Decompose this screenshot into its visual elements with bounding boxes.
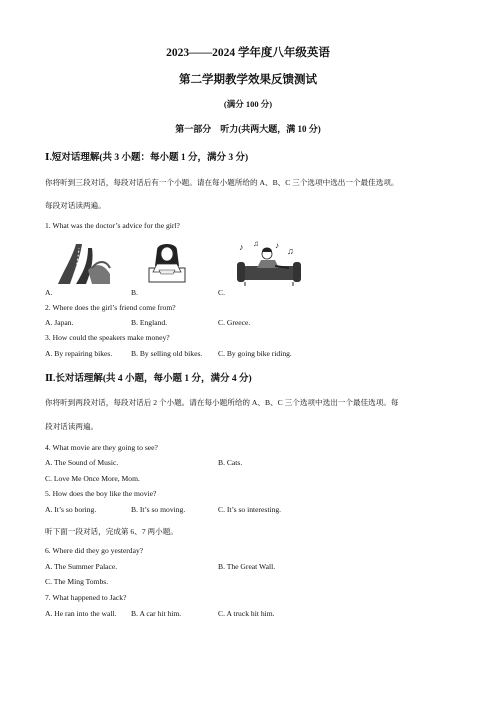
exam-title: 2023——2024 学年度八年级英语: [166, 47, 330, 59]
q1-option-b: B.: [131, 288, 138, 297]
q6-option-a: A. The Summer Palace.: [45, 562, 118, 571]
score-note: (满分 100 分): [223, 99, 273, 109]
q5-option-a: A. It’s so boring.: [45, 505, 97, 514]
q4-stem: 4. What movie are they going to see?: [45, 443, 158, 452]
svg-text:♪: ♪: [239, 242, 244, 252]
q4-option-c: C. Love Me Once More, Mom.: [45, 474, 140, 483]
section2-instruction: 你将听到两段对话，每段对话后 2 个小题。请在每小题所给的 A、B、C 三个选项中选出一个最佳选项。每: [45, 398, 399, 407]
section1-instruction: 你将听到三段对话，每段对话后有一个小题。请在每小题所给的 A、B、C 三个选项中选出一个最佳选项。: [45, 178, 399, 187]
q6-stem: 6. Where did they go yesterday?: [45, 546, 144, 555]
q7-option-b: B. A car hit him.: [131, 609, 182, 618]
q1-option-c: C.: [218, 288, 225, 297]
section1-instruction2: 每段对话读两遍。: [45, 201, 106, 210]
q3-stem: 3. How could the speakers make money?: [45, 333, 170, 342]
q2-stem: 2. Where does the girl’s friend come from?: [45, 303, 176, 312]
svg-text:♫: ♫: [253, 239, 259, 248]
q2-option-a: A. Japan.: [45, 318, 74, 327]
q4-option-a: A. The Sound of Music.: [45, 458, 119, 467]
q3-option-b: B. By selling old bikes.: [131, 349, 203, 358]
q2-option-c: C. Greece.: [218, 318, 251, 327]
section2-heading: Ⅱ.长对话理解(共 4 小题，每小题 1 分，满分 4 分): [45, 374, 252, 384]
q3-option-a: A. By repairing bikes.: [45, 349, 113, 358]
section1-heading: Ⅰ.短对话理解(共 3 小题：每小题 1 分，满分 3 分): [45, 153, 249, 163]
q1-stem: 1. What was the doctor’s advice for the girl?: [45, 221, 180, 230]
picture-b-girl-reading: [143, 240, 191, 286]
section2-instruction2: 段对话读两遍。: [45, 422, 99, 431]
q7-stem: 7. What happened to Jack?: [45, 593, 127, 602]
q7-option-a: A. He ran into the wall.: [45, 609, 117, 618]
q5-option-c: C. It’s so interesting.: [218, 505, 282, 514]
q7-option-c: C. A truck hit him.: [218, 609, 275, 618]
listen-note: 听下面一段对话，完成第 6、7 两小题。: [45, 527, 178, 536]
q3-option-c: C. By going bike riding.: [218, 349, 292, 358]
q5-stem: 5. How does the boy like the movie?: [45, 489, 157, 498]
picture-c-girl-music: [231, 238, 303, 288]
svg-text:♪: ♪: [275, 241, 279, 250]
picture-a-road: [52, 240, 112, 286]
q6-option-c: C. The Ming Tombs.: [45, 577, 109, 586]
svg-text:♫: ♫: [287, 246, 294, 256]
exam-subtitle: 第二学期教学效果反馈测试: [179, 74, 317, 86]
q4-option-b: B. Cats.: [218, 458, 243, 467]
q1-option-a: A.: [45, 288, 53, 297]
q6-option-b: B. The Great Wall.: [218, 562, 276, 571]
part1-heading: 第一部分 听力(共两大题，满 10 分): [175, 124, 321, 134]
q2-option-b: B. England.: [131, 318, 168, 327]
q5-option-b: B. It’s so moving.: [131, 505, 186, 514]
